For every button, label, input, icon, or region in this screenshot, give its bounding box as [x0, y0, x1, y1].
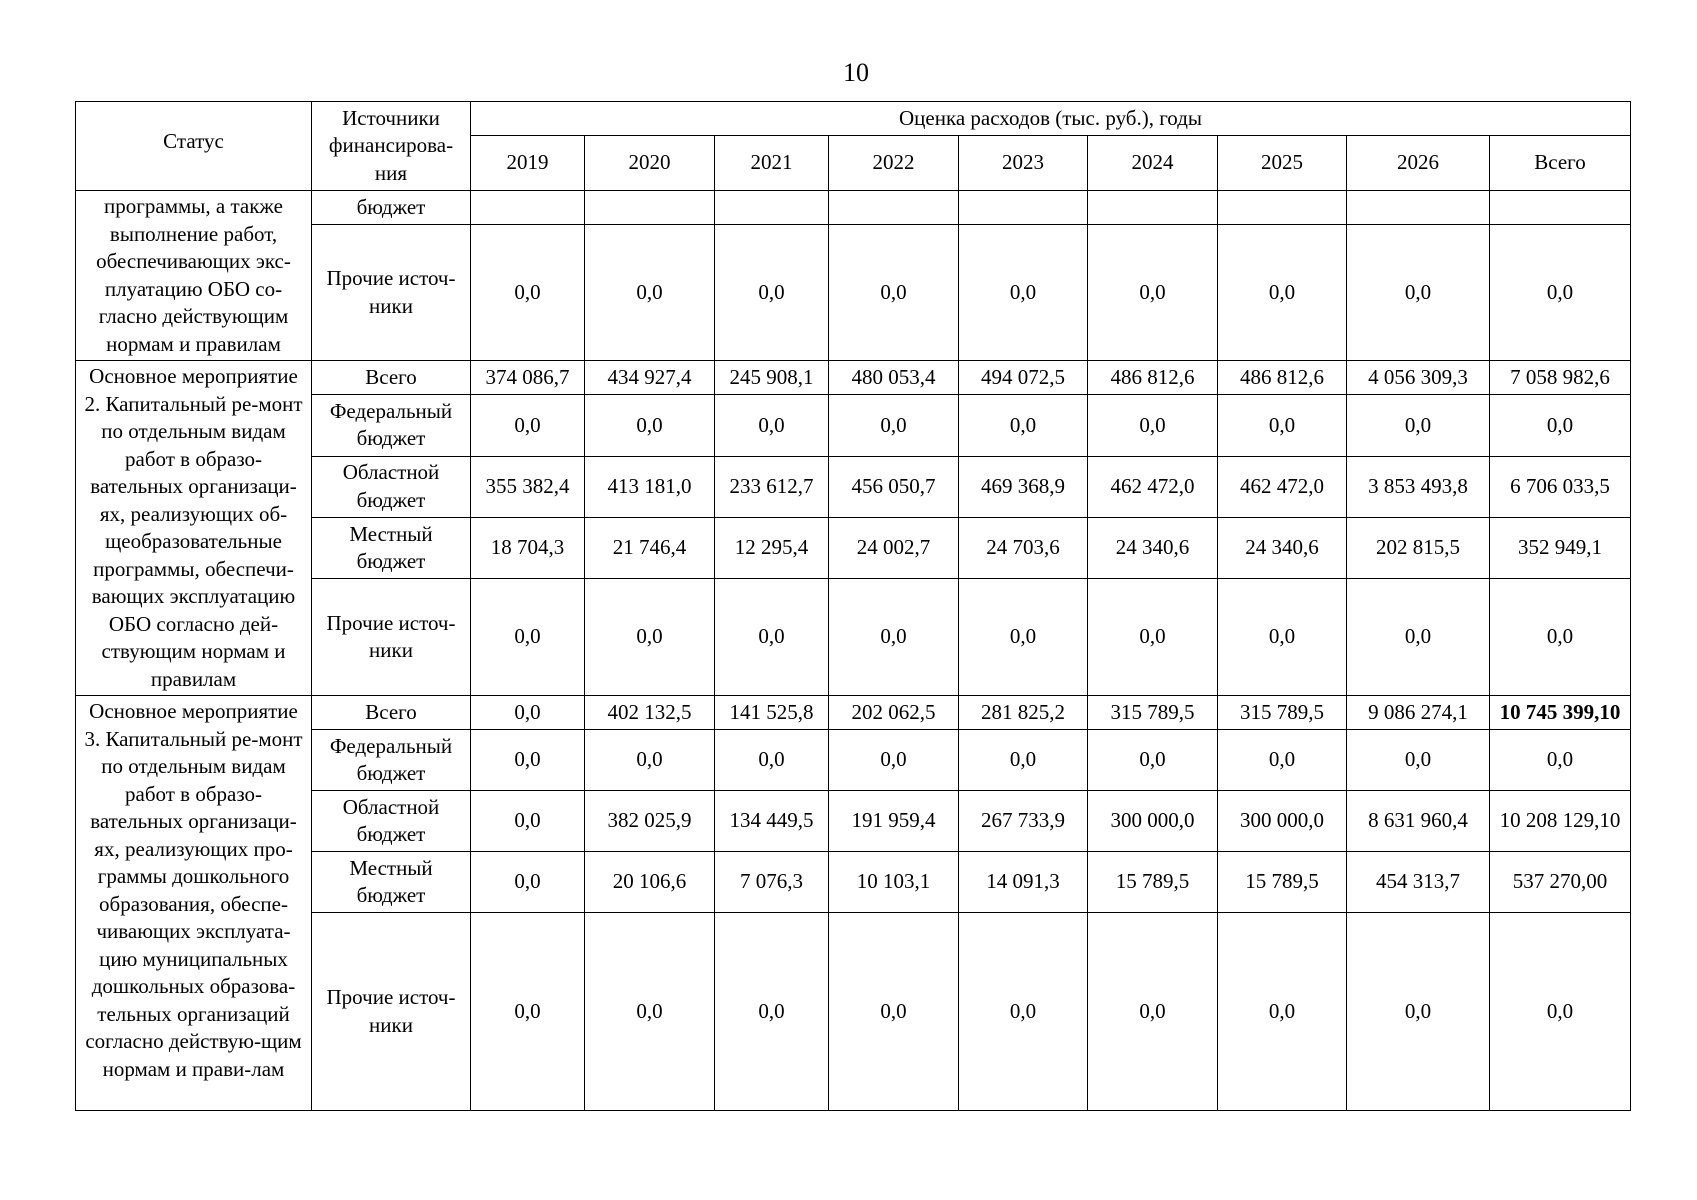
value-cell: 191 959,4: [829, 791, 959, 852]
year-cell: 2023: [959, 136, 1088, 191]
value-cell: 10 208 129,10: [1490, 791, 1631, 852]
value-cell: 12 295,4: [715, 517, 829, 578]
value-cell: [585, 191, 715, 225]
value-cell: 537 270,00: [1490, 852, 1631, 913]
value-cell: 0,0: [1088, 225, 1218, 361]
expenses-table: [75, 101, 1631, 1111]
value-cell: 0,0: [829, 579, 959, 696]
value-cell: 0,0: [471, 913, 585, 1111]
year-cell: 2021: [715, 136, 829, 191]
value-cell: 10 103,1: [829, 852, 959, 913]
value-cell: 0,0: [471, 225, 585, 361]
value-cell: 315 789,5: [1218, 696, 1347, 730]
source-cell: Всего: [312, 361, 471, 395]
source-cell: Прочие источ-ники: [312, 579, 471, 696]
value-cell: 300 000,0: [1218, 791, 1347, 852]
value-cell: 0,0: [1347, 225, 1490, 361]
value-cell: 0,0: [471, 395, 585, 456]
value-cell: 315 789,5: [1088, 696, 1218, 730]
value-cell: 0,0: [715, 730, 829, 791]
value-cell: 141 525,8: [715, 696, 829, 730]
value-cell: 0,0: [1490, 225, 1631, 361]
value-cell: 0,0: [959, 225, 1088, 361]
value-cell: 20 106,6: [585, 852, 715, 913]
page-number: 10: [843, 58, 869, 87]
value-cell: 456 050,7: [829, 456, 959, 517]
value-cell: 486 812,6: [1218, 361, 1347, 395]
value-cell: [959, 191, 1088, 225]
value-cell: 462 472,0: [1088, 456, 1218, 517]
value-cell: 233 612,7: [715, 456, 829, 517]
value-cell: 0,0: [829, 395, 959, 456]
source-cell: Областной бюджет: [312, 456, 471, 517]
value-cell: 462 472,0: [1218, 456, 1347, 517]
value-cell: 7 058 982,6: [1490, 361, 1631, 395]
value-cell: 0,0: [715, 395, 829, 456]
value-cell: 0,0: [1088, 395, 1218, 456]
value-cell: 202 815,5: [1347, 517, 1490, 578]
value-cell: 0,0: [715, 225, 829, 361]
value-cell: 0,0: [1088, 730, 1218, 791]
value-cell: 6 706 033,5: [1490, 456, 1631, 517]
value-cell: 469 368,9: [959, 456, 1088, 517]
table-row: [76, 696, 1631, 730]
status-cell: Основное мероприятие 3. Капитальный ре-монт по отдельным видам работ в образо-вательных организаци-ях, реализующих про-граммы дошкольного образования, обеспе-чивающих эксплуата-цию муниципальных дошкольных образова-тельных организаций согласно действую-щим нормам и прави-лам: [76, 696, 312, 1111]
value-cell: 494 072,5: [959, 361, 1088, 395]
value-cell: 0,0: [959, 730, 1088, 791]
value-cell: 486 812,6: [1088, 361, 1218, 395]
value-cell: 0,0: [585, 395, 715, 456]
value-cell: 0,0: [1218, 579, 1347, 696]
value-cell: 0,0: [1490, 395, 1631, 456]
value-cell: 15 789,5: [1218, 852, 1347, 913]
value-cell: 0,0: [715, 579, 829, 696]
value-cell: 18 704,3: [471, 517, 585, 578]
value-cell: 0,0: [471, 579, 585, 696]
value-cell: 24 340,6: [1088, 517, 1218, 578]
value-cell: [715, 191, 829, 225]
value-cell: 0,0: [585, 225, 715, 361]
header-estimate: Оценка расходов (тыс. руб.), годы: [471, 102, 1631, 136]
source-cell: Прочие источ-ники: [312, 913, 471, 1111]
year-cell: 2019: [471, 136, 585, 191]
value-cell: 0,0: [1088, 913, 1218, 1111]
value-cell: 0,0: [1218, 395, 1347, 456]
value-cell: 0,0: [1218, 730, 1347, 791]
value-cell: 0,0: [471, 852, 585, 913]
value-cell: 0,0: [829, 225, 959, 361]
value-cell: 0,0: [1490, 730, 1631, 791]
year-cell: 2020: [585, 136, 715, 191]
status-cell: Основное мероприятие 2. Капитальный ре-монт по отдельным видам работ в образо-вательных организаци-ях, реализующих об-щеобразовательные программы, обеспечи-вающих эксплуатацию ОБО согласно дей-ствующим нормам и правилам: [76, 361, 312, 696]
value-cell: 0,0: [829, 730, 959, 791]
value-cell: 24 340,6: [1218, 517, 1347, 578]
value-cell: 382 025,9: [585, 791, 715, 852]
value-cell: 0,0: [1347, 579, 1490, 696]
value-cell: 21 746,4: [585, 517, 715, 578]
value-cell: [1088, 191, 1218, 225]
value-cell: 355 382,4: [471, 456, 585, 517]
year-cell: 2026: [1347, 136, 1490, 191]
value-cell: 0,0: [715, 913, 829, 1111]
table-row: [76, 361, 1631, 395]
value-cell: 9 086 274,1: [1347, 696, 1490, 730]
value-cell: 0,0: [1490, 913, 1631, 1111]
value-cell: 0,0: [585, 913, 715, 1111]
value-cell: 8 631 960,4: [1347, 791, 1490, 852]
source-cell: Местный бюджет: [312, 517, 471, 578]
value-cell: 0,0: [1347, 395, 1490, 456]
value-cell: 134 449,5: [715, 791, 829, 852]
value-cell: 413 181,0: [585, 456, 715, 517]
value-cell: 0,0: [1347, 913, 1490, 1111]
source-cell: Федеральный бюджет: [312, 730, 471, 791]
value-cell: 281 825,2: [959, 696, 1088, 730]
source-cell: Федеральный бюджет: [312, 395, 471, 456]
header-sources: Источники финансирова-ния: [312, 102, 471, 191]
value-cell: 434 927,4: [585, 361, 715, 395]
value-cell: 245 908,1: [715, 361, 829, 395]
value-cell: 24 703,6: [959, 517, 1088, 578]
value-cell: 0,0: [829, 913, 959, 1111]
value-cell: 0,0: [959, 913, 1088, 1111]
value-cell: [1347, 191, 1490, 225]
header-row-1: [76, 102, 1631, 136]
year-cell: Всего: [1490, 136, 1631, 191]
value-cell: 0,0: [1490, 579, 1631, 696]
value-cell: 0,0: [1088, 579, 1218, 696]
year-cell: 2025: [1218, 136, 1347, 191]
value-cell: 480 053,4: [829, 361, 959, 395]
value-cell: [829, 191, 959, 225]
value-cell: 0,0: [1218, 225, 1347, 361]
value-cell: 0,0: [1218, 913, 1347, 1111]
value-cell: 0,0: [959, 395, 1088, 456]
source-cell: Областной бюджет: [312, 791, 471, 852]
value-cell: 0,0: [471, 730, 585, 791]
value-cell: 352 949,1: [1490, 517, 1631, 578]
header-status: Статус: [76, 102, 312, 191]
year-cell: 2022: [829, 136, 959, 191]
value-cell: 0,0: [585, 579, 715, 696]
table-row: [76, 191, 1631, 225]
source-cell: Прочие источ-ники: [312, 225, 471, 361]
value-cell: 4 056 309,3: [1347, 361, 1490, 395]
value-cell: 0,0: [585, 730, 715, 791]
value-cell: 0,0: [959, 579, 1088, 696]
value-cell: 15 789,5: [1088, 852, 1218, 913]
value-cell: 24 002,7: [829, 517, 959, 578]
source-cell: Местный бюджет: [312, 852, 471, 913]
value-cell: 267 733,9: [959, 791, 1088, 852]
value-cell: 0,0: [1347, 730, 1490, 791]
value-cell: 3 853 493,8: [1347, 456, 1490, 517]
value-cell: 402 132,5: [585, 696, 715, 730]
year-cell: 2024: [1088, 136, 1218, 191]
value-cell: 454 313,7: [1347, 852, 1490, 913]
value-cell: 14 091,3: [959, 852, 1088, 913]
value-cell: 0,0: [471, 791, 585, 852]
value-cell: [1490, 191, 1631, 225]
value-cell: 7 076,3: [715, 852, 829, 913]
value-cell: 202 062,5: [829, 696, 959, 730]
source-cell: бюджет: [312, 191, 471, 225]
value-cell: 0,0: [471, 696, 585, 730]
value-cell: 374 086,7: [471, 361, 585, 395]
value-cell: 300 000,0: [1088, 791, 1218, 852]
value-cell: 10 745 399,10: [1490, 696, 1631, 730]
value-cell: [1218, 191, 1347, 225]
value-cell: [471, 191, 585, 225]
status-cell: программы, а также выполнение работ, обеспечивающих экс-плуатацию ОБО со-гласно действующим нормам и правилам: [76, 191, 312, 361]
source-cell: Всего: [312, 696, 471, 730]
